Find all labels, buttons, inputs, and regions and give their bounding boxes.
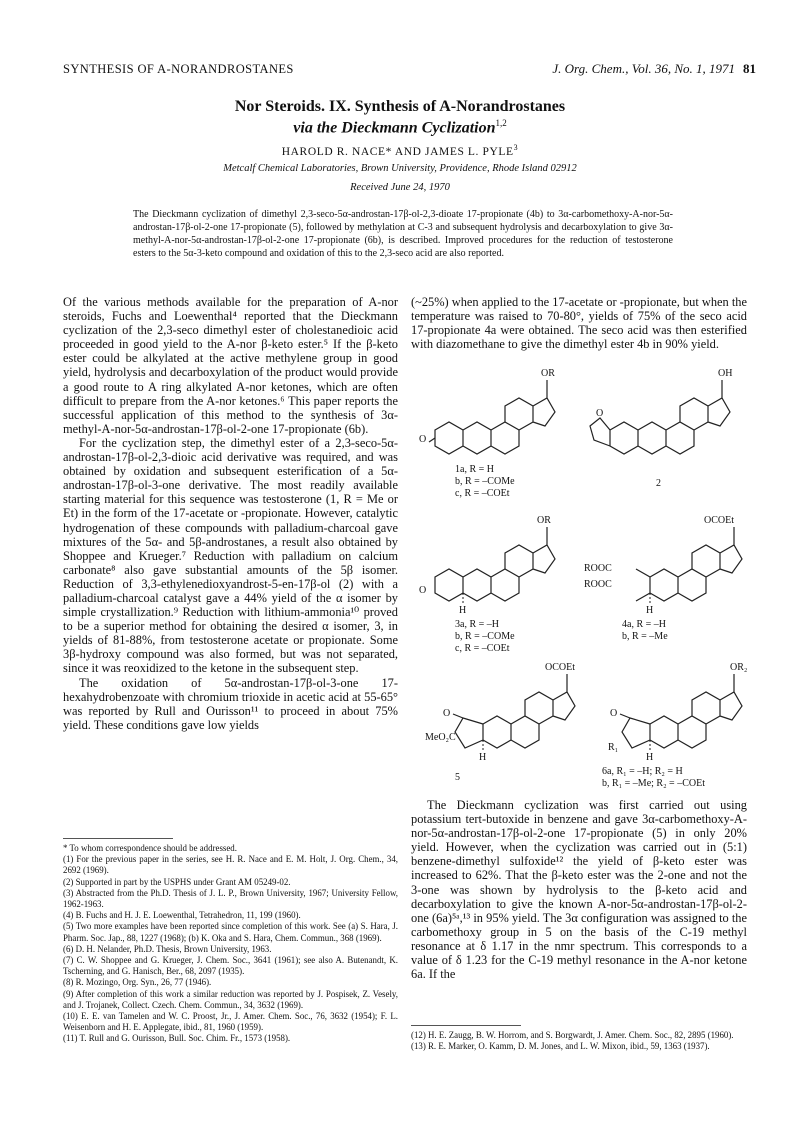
title-line-2-text: via the Dieckmann Cyclization: [293, 119, 496, 137]
left-footnotes: [63, 843, 398, 1045]
received-date: Received June 24, 1970: [350, 182, 450, 193]
footnote: (1) For the previous paper in the series, see H. R. Nace and E. M. Holt, J. Org. Chem., 34, 2692 (1969).: [63, 854, 398, 876]
substituent-label: OR: [541, 368, 555, 379]
page-number: 81: [743, 61, 756, 76]
substituent-label: OH: [718, 368, 733, 379]
authors: [0, 143, 800, 158]
paragraph: (~25%) when applied to the 17-acetate or -propionate, but when the temperature was raised to 70-80°, yields of 75% of the seco acid 17-propionate 4a were obtained. The seco acid was then esterified with diazomethane to give the dimethyl ester 4b in 90% yield.: [411, 295, 747, 352]
hydrogen-label: H: [646, 605, 654, 616]
footnote: (13) R. E. Marker, O. Kamm, D. M. Jones, and L. W. Mixon, ibid., 59, 1363 (1937).: [411, 1041, 710, 1052]
ring-oxygen-label: O: [443, 708, 451, 719]
steroid-skeleton-4: [612, 515, 762, 607]
r1-label: R₁: [608, 742, 619, 753]
title-footnote-marks: 1,2: [495, 118, 507, 128]
paragraph: For the cyclization step, the dimethyl ester of a 2,3-seco-5α-androstan-17β-ol-2,3-dioic acid derivative was required, and was obtained by oxidation and subsequent esterification of a 5α-androstan-17β-ol-3-one derivative. The most readily available starting material for this sequence was testosterone (1, R = Me or Et) in the form of the 17-acetate or -propionate. However, catalytic hydrogenation of these compounds with palladium-charcoal gave mixtures of the 5α- and 5β-androstanes, a result also obtained by Shoppee and Krueger.⁷ Reduction with palladium on calcium carbonate⁸ also gave substantial amounts of the 5β isomer. Reduction of 3,3-ethylenedioxyandrost-5-en-17β-ol (2) with a palladium-charcoal catalyst gave a 44% yield of the α isomer by simple crystallization.⁹ Reduction with lithium-ammonia¹⁰ proved to be a superior method for obtaining the desired α isomer, 3, in yields of 81-88%, from testosterone acetate or propionate. Some 3β-hydroxy compound was also formed, but was not separated, since it was reoxidized to the ketone in the subsequent step.: [63, 435, 398, 676]
affiliation: Metcalf Chemical Laboratories, Brown University, Providence, Rhode Island 02912: [223, 163, 577, 174]
author-footnote-mark: 3: [513, 143, 519, 152]
substituent-label: OCOEt: [704, 515, 734, 526]
compound-label: 1a, R = H b, R = –COMe c, R = –COEt: [455, 464, 515, 499]
footnote-divider: [411, 1025, 521, 1026]
ester-group-label: MeO₂C: [425, 732, 456, 743]
ring-oxygen-label: O: [596, 408, 604, 419]
right-footnotes: [411, 1030, 747, 1052]
steroid-skeleton-5: [445, 662, 595, 754]
paper-title-line-2: [0, 118, 800, 137]
steroid-skeleton-3: [425, 515, 575, 607]
footnote: * To whom correspondence should be addressed.: [63, 843, 237, 853]
running-title: SYNTHESIS OF A-NORANDROSTANES: [63, 62, 294, 76]
compound-label: 2: [656, 478, 661, 489]
footnote: (4) B. Fuchs and H. J. E. Loewenthal, Tetrahedron, 11, 199 (1960).: [63, 910, 301, 921]
steroid-skeleton-2: [600, 368, 750, 460]
ring-oxygen-label: O: [610, 708, 618, 719]
right-column-bottom: [411, 798, 747, 981]
ring-oxygen-label: O: [419, 434, 427, 445]
journal-name: J. Org. Chem., Vol. 36, No. 1, 1971: [552, 61, 735, 76]
structure-3: [419, 515, 575, 654]
structure-5: [425, 662, 595, 783]
ring-oxygen-label: O: [419, 585, 427, 596]
structure-4: [584, 515, 762, 642]
footnote: (8) R. Mozingo, Org. Syn., 26, 77 (1946).: [63, 977, 212, 988]
paper-title-line-1: Nor Steroids. IX. Synthesis of A-Norandrostanes: [234, 98, 566, 115]
hydrogen-label: H: [646, 752, 654, 763]
compound-label: 4a, R = –H b, R = –Me: [622, 619, 668, 642]
acid-group-label-1: ROOC: [584, 563, 612, 574]
substituent-label: OCOEt: [545, 662, 575, 673]
paragraph: The oxidation of 5α-androstan-17β-ol-3-one 17-hexahydrobenzoate with chromium trioxide in acetic acid at 55-65° was reported by Rull and Ourisson¹¹ to proceed in about 75% yield. These conditions gave low yields: [63, 675, 398, 732]
right-column-top: [411, 295, 747, 351]
compound-label: 6a, R₁ = –H; R₂ = H b, R₁ = –Me; R₂ = –COEt: [602, 766, 705, 789]
abstract: The Dieckmann cyclization of dimethyl 2,3-seco-5α-androstan-17β-ol-2,3-dioate 17-propionate (4b) to 3α-carbomethoxy-A-nor-5α-androstan-17β-ol-2-one 17-propionate (5), followed by methylation at C-3 and subsequent hydrolysis and decarboxylation to give 3α-methyl-A-nor-5α-androstan-17β-ol-2-one 17-propionate (6b), is described. Improved procedures for the reduction of testosterone esters to the 5α-3-keto compound and oxidation of this to the 2,3-seco acid are also reported.: [133, 209, 673, 260]
hydrogen-label: H: [479, 752, 487, 763]
compound-label: 3a, R = –H b, R = –COMe c, R = –COEt: [455, 619, 515, 654]
hydrogen-label: H: [459, 605, 467, 616]
footnote: (3) Abstracted from the Ph.D. Thesis of J. L. P., Brown University, 1967; University Fellow, 1962-1963.: [63, 887, 398, 910]
compound-label: 5: [455, 772, 460, 783]
steroid-skeleton-6: [612, 662, 762, 754]
footnote: (11) T. Rull and G. Ourisson, Bull. Soc. Chim. Fr., 1573 (1958).: [63, 1033, 291, 1044]
footnote: (9) After completion of this work a similar reduction was reported by J. Pospisek, Z. Vesely, and J. Trojanek, Collect. Czech. Chem. Commun., 34, 3632 (1969).: [63, 988, 398, 1010]
substituent-label: OR₂: [730, 662, 748, 673]
footnote: (6) D. H. Nelander, Ph.D. Thesis, Brown University, 1963.: [63, 943, 272, 954]
footnote: (10) E. E. van Tamelen and W. C. Proost, Jr., J. Amer. Chem. Soc., 76, 3632 (1954); F. L. Weisenborn and H. E. Applegate, ibid., 81, 1960 (1959).: [63, 1011, 398, 1033]
author-names: HAROLD R. NACE* AND JAMES L. PYLE: [281, 145, 514, 158]
footnote: (12) H. E. Zaugg, B. W. Horrom, and S. Borgwardt, J. Amer. Chem. Soc., 82, 2895 (1960).: [411, 1030, 734, 1040]
footnote: (2) Supported in part by the USPHS under Grant AM 05249-02.: [63, 876, 291, 887]
structure-1: [419, 368, 575, 499]
footnote-divider: [63, 838, 173, 839]
footnote: (5) Two more examples have been reported since completion of this work. See (a) S. Hara, J. Pharm. Soc. Jap., 88, 1227 (1968); (b) K. Oka and S. Hara, Chem. Commun., 368 (1969).: [63, 921, 398, 943]
structure-6: [602, 662, 762, 789]
structure-2: [596, 368, 750, 489]
paragraph: The Dieckmann cyclization was first carried out using potassium tert-butoxide in benzene and gave 3α-carbomethoxy-A-nor-5α-androstan-17β-ol-2-one 17-propionate (5) in only 20% yield. However, when the cyclization was carried out in (5:1) benzene-dimethyl sulfoxide¹² the yield of β-keto ester was increased to 62%. That the β-keto ester was the 2-one and not the 3-one was shown by hydrolysis to the β-keto acid and decarboxylation to give the known A-nor-5α-androstan-17β-ol-2-one (6a)⁵ᵃ,¹³ in 95% yield. The 3α configuration was assigned to the carbomethoxy group in 5 on the basis of the C-19 methyl resonance at δ 1.17 in the nmr spectrum. This corresponds to a value of δ 1.23 for the C-19 methyl resonance in the A-nor ketone 6a. If the: [411, 798, 747, 982]
footnote: (7) C. W. Shoppee and G. Krueger, J. Chem. Soc., 3641 (1961); see also A. Butenandt, K. Tscherning, and G. Hanisch, Ber., 68, 2097 (1935).: [63, 955, 398, 977]
acid-group-label-2: ROOC: [584, 579, 612, 590]
steroid-skeleton-1: [425, 368, 575, 460]
journal-citation: [552, 61, 756, 77]
left-column: [63, 295, 398, 732]
paragraph: Of the various methods available for the preparation of A-nor steroids, Fuchs and Loewenthal⁴ reported that the Dieckmann cyclization of the 2,3-seco dimethyl ester of cholestanedioic acid proceeded in good yield to the A-nor β-keto ester.⁵ If the β-keto ester could be alkylated at the active methylene group in good yield, hydrolysis and decarboxylation of the product would provide a good route to A ring alkylated A-nor ketones, which are often difficult to prepare from the A-nor ketones.⁶ This paper reports the successful application of this method to the synthesis of 3α-methyl-A-nor-5α-androstan-17β-ol-2-one 17-propionate (6b).: [63, 295, 398, 436]
substituent-label: OR: [537, 515, 551, 526]
